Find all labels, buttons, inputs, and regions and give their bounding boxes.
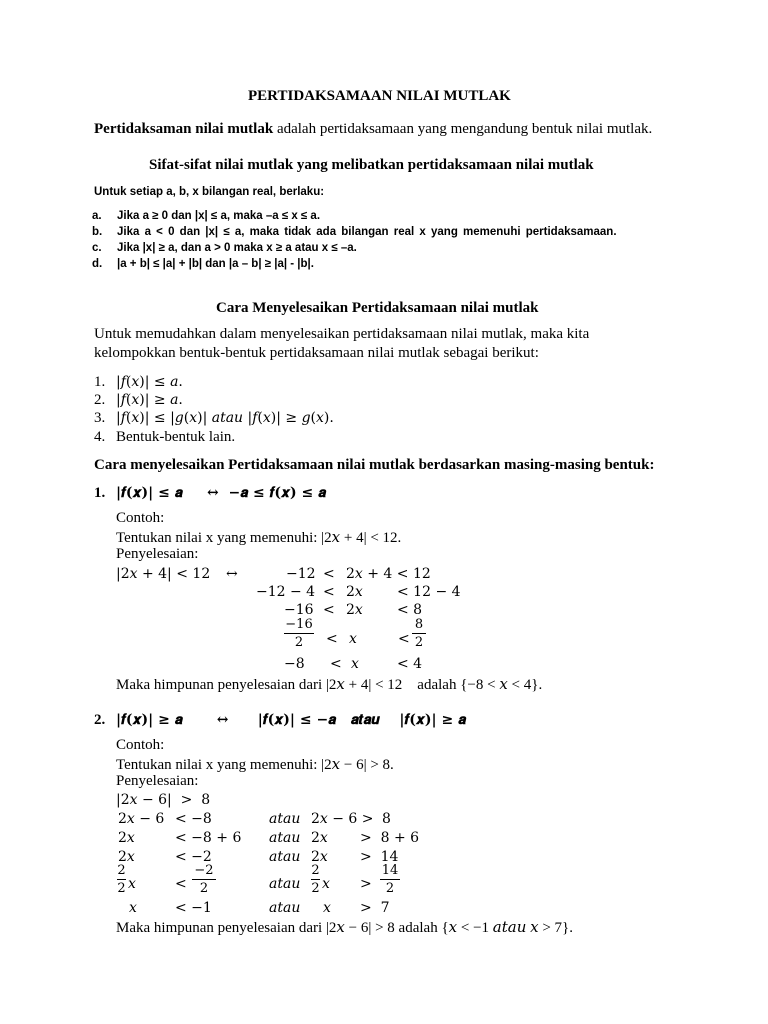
section-1-step-op: < [323, 584, 335, 600]
section-1-penyelesaian: Penyelesaian: [116, 546, 199, 562]
sifat-item-text: |a + b| ≤ |a| + |b| dan |a – b| ≥ |a| - |b|. [117, 258, 314, 270]
section-2-left-b: < −8 [175, 811, 212, 827]
section-2-left-a: 2𝑥 − 6 [118, 811, 165, 827]
section-2-atau: 𝑎𝑡𝑎𝑢 [269, 849, 301, 865]
section-2-number: 2. [94, 712, 106, 728]
form-marker: 3. [94, 410, 106, 426]
fraction [380, 863, 400, 896]
section-2-atau: 𝑎𝑡𝑎𝑢 [269, 876, 301, 892]
section-2-left-a: 𝑥 [129, 900, 137, 916]
section-2-right-b: > 7 [360, 900, 390, 916]
section-1-question: Tentukan nilai x yang memenuhi: |2𝑥 + 4| < 12. [116, 530, 402, 546]
sifat-item-marker: d. [92, 258, 103, 270]
section-2-rule: |𝒇(𝒙)| ≥ 𝒂 ↔ |𝒇(𝒙)| ≤ −𝒂 𝒂𝒕𝒂𝒖 |𝒇(𝒙)| ≥ 𝒂 [116, 712, 467, 728]
section-1-step-c: < 8 [397, 602, 423, 618]
section-2-frac-x: 𝑥 [322, 876, 330, 892]
section-2-penyelesaian: Penyelesaian: [116, 773, 199, 789]
sifat-item-text: Jika a ≥ 0 dan |x| ≤ a, maka –a ≤ x ≤ a. [117, 210, 321, 222]
section-2-left-a: 2𝑥 [118, 830, 135, 846]
fraction-denominator: 2 [294, 635, 304, 650]
cara-paragraph-line-1: Untuk memudahkan dalam menyelesaikan pertidaksamaan nilai mutlak, maka kita [94, 326, 590, 342]
sifat-item-text: Jika |x| ≥ a, dan a > 0 maka x ≥ a atau x ≤ –a. [117, 242, 357, 254]
section-1-step-op: < [323, 602, 335, 618]
section-1-step-b: 2𝑥 [346, 584, 363, 600]
form-text: |𝑓(𝑥)| ≥ 𝑎. [116, 392, 183, 408]
form-text: Bentuk-bentuk lain. [116, 429, 236, 445]
fraction-denominator: 2 [414, 635, 424, 650]
section-1-step-a: −12 [286, 566, 316, 582]
section-2-left-b: < −8 + 6 [175, 830, 242, 846]
section-1-step-op: < [330, 656, 342, 672]
cara-heading: Cara Menyelesaikan Pertidaksamaan nilai mutlak [216, 300, 539, 316]
section-1-rule: |𝒇(𝒙)| ≤ 𝒂 ↔ −𝒂 ≤ 𝒇(𝒙) ≤ 𝒂 [116, 485, 327, 501]
section-2-right-a: 𝑥 [323, 900, 331, 916]
section-1-step-0-left: |2𝑥 + 4| < 12 [116, 566, 211, 582]
section-1-step-b: 2𝑥 [346, 602, 363, 618]
sifat-item-text: Jika a < 0 dan |x| ≤ a, maka tidak ada bilangan real x yang memenuhi pertidaksamaan. [117, 226, 617, 238]
section-1-contoh: Contoh: [116, 510, 165, 526]
sifat-lead: Untuk setiap a, b, x bilangan real, berlaku: [94, 186, 325, 198]
form-text: |𝑓(𝑥)| ≤ |𝑔(𝑥)| 𝑎𝑡𝑎𝑢 |𝑓(𝑥)| ≥ 𝑔(𝑥). [116, 410, 334, 426]
fraction-denominator: 2 [385, 881, 395, 896]
section-1-step-a: −12 − 4 [256, 584, 316, 600]
form-marker: 2. [94, 392, 106, 408]
intro-paragraph [94, 121, 652, 138]
section-2-question: Tentukan nilai x yang memenuhi: |2𝑥 − 6| > 8. [116, 757, 394, 773]
sifat-item-marker: b. [92, 226, 103, 238]
fraction-numerator: 2 [311, 863, 320, 878]
fraction [117, 863, 126, 896]
section-1-step-c: < 12 − 4 [397, 584, 461, 600]
fraction [284, 617, 314, 650]
intro-term: Pertidaksaman nilai mutlak [94, 121, 274, 137]
section-2-left-b: < −2 [175, 849, 212, 865]
section-2-atau: 𝑎𝑡𝑎𝑢 [269, 900, 301, 916]
section-2-frac-op: > [360, 876, 372, 892]
section-1-step-op: < [323, 566, 335, 582]
section-1-step-b: 𝑥 [349, 631, 357, 647]
section-1-step-a: −8 [284, 656, 305, 672]
section-2-conclusion: Maka himpunan penyelesaian dari |2𝑥 − 6| > 8 adalah {𝑥 < −1 𝑎𝑡𝑎𝑢 𝑥 > 7}. [116, 920, 573, 936]
section-2-right-b: 8 [382, 811, 391, 827]
intro-text: adalah pertidaksamaan yang mengandung bentuk nilai mutlak. [273, 121, 653, 137]
form-text: |𝑓(𝑥)| ≤ 𝑎. [116, 374, 183, 390]
section-1-step-a: −16 [284, 602, 314, 618]
fraction-numerator: −2 [194, 863, 214, 878]
section-2-right-a: 2𝑥 − 6 > [311, 811, 374, 827]
sifat-item-marker: c. [92, 242, 102, 254]
sifat-item-marker: a. [92, 210, 102, 222]
form-marker: 4. [94, 429, 106, 445]
section-2-atau: 𝑎𝑡𝑎𝑢 [269, 830, 301, 846]
section-1-step-b: 2𝑥 + 4 < 12 [346, 566, 431, 582]
section-1-number: 1. [94, 485, 106, 501]
fraction-denominator: 2 [117, 881, 126, 896]
fraction [412, 617, 426, 650]
section-1-conclusion: Maka himpunan penyelesaian dari |2𝑥 + 4| < 12 adalah {−8 < 𝑥 < 4}. [116, 677, 543, 693]
fraction-denominator: 2 [199, 881, 209, 896]
fraction-numerator: −16 [285, 617, 313, 632]
section-1-step-op: < [326, 631, 338, 647]
section-2-left-a: 2𝑥 [118, 849, 135, 865]
section-1-step-op: < [398, 631, 410, 647]
section-2-contoh: Contoh: [116, 737, 165, 753]
section-2-frac-x: 𝑥 [128, 876, 136, 892]
section-2-frac-op: < [175, 876, 187, 892]
section-2-atau: 𝑎𝑡𝑎𝑢 [269, 811, 301, 827]
page-title: PERTIDAKSAMAAN NILAI MUTLAK [248, 88, 511, 104]
fraction-numerator: 8 [414, 617, 424, 632]
section-2-right-b: > 8 + 6 [360, 830, 420, 846]
form-marker: 1. [94, 374, 106, 390]
fraction [311, 863, 320, 896]
fraction [192, 863, 216, 896]
section-1-step-b: 𝑥 [351, 656, 359, 672]
masing-heading: Cara menyelesaikan Pertidaksamaan nilai mutlak berdasarkan masing-masing bentuk: [94, 457, 655, 473]
fraction-numerator: 2 [117, 863, 126, 878]
sifat-heading: Sifat-sifat nilai mutlak yang melibatkan pertidaksamaan nilai mutlak [149, 157, 594, 173]
fraction-denominator: 2 [311, 881, 320, 896]
cara-paragraph-line-2: kelompokkan bentuk-bentuk pertidaksamaan nilai mutlak sebagai berikut: [94, 345, 539, 361]
section-1-step-c: < 4 [397, 656, 423, 672]
section-2-right-a: 2𝑥 [311, 830, 328, 846]
section-2-step-0: |2𝑥 − 6| > 8 [116, 792, 211, 808]
fraction-numerator: 14 [381, 863, 399, 878]
section-2-right-b: > 14 [360, 849, 399, 865]
equivalence-arrow: ↔ [226, 566, 238, 582]
section-2-right-a: 2𝑥 [311, 849, 328, 865]
section-2-left-b: < −1 [175, 900, 212, 916]
